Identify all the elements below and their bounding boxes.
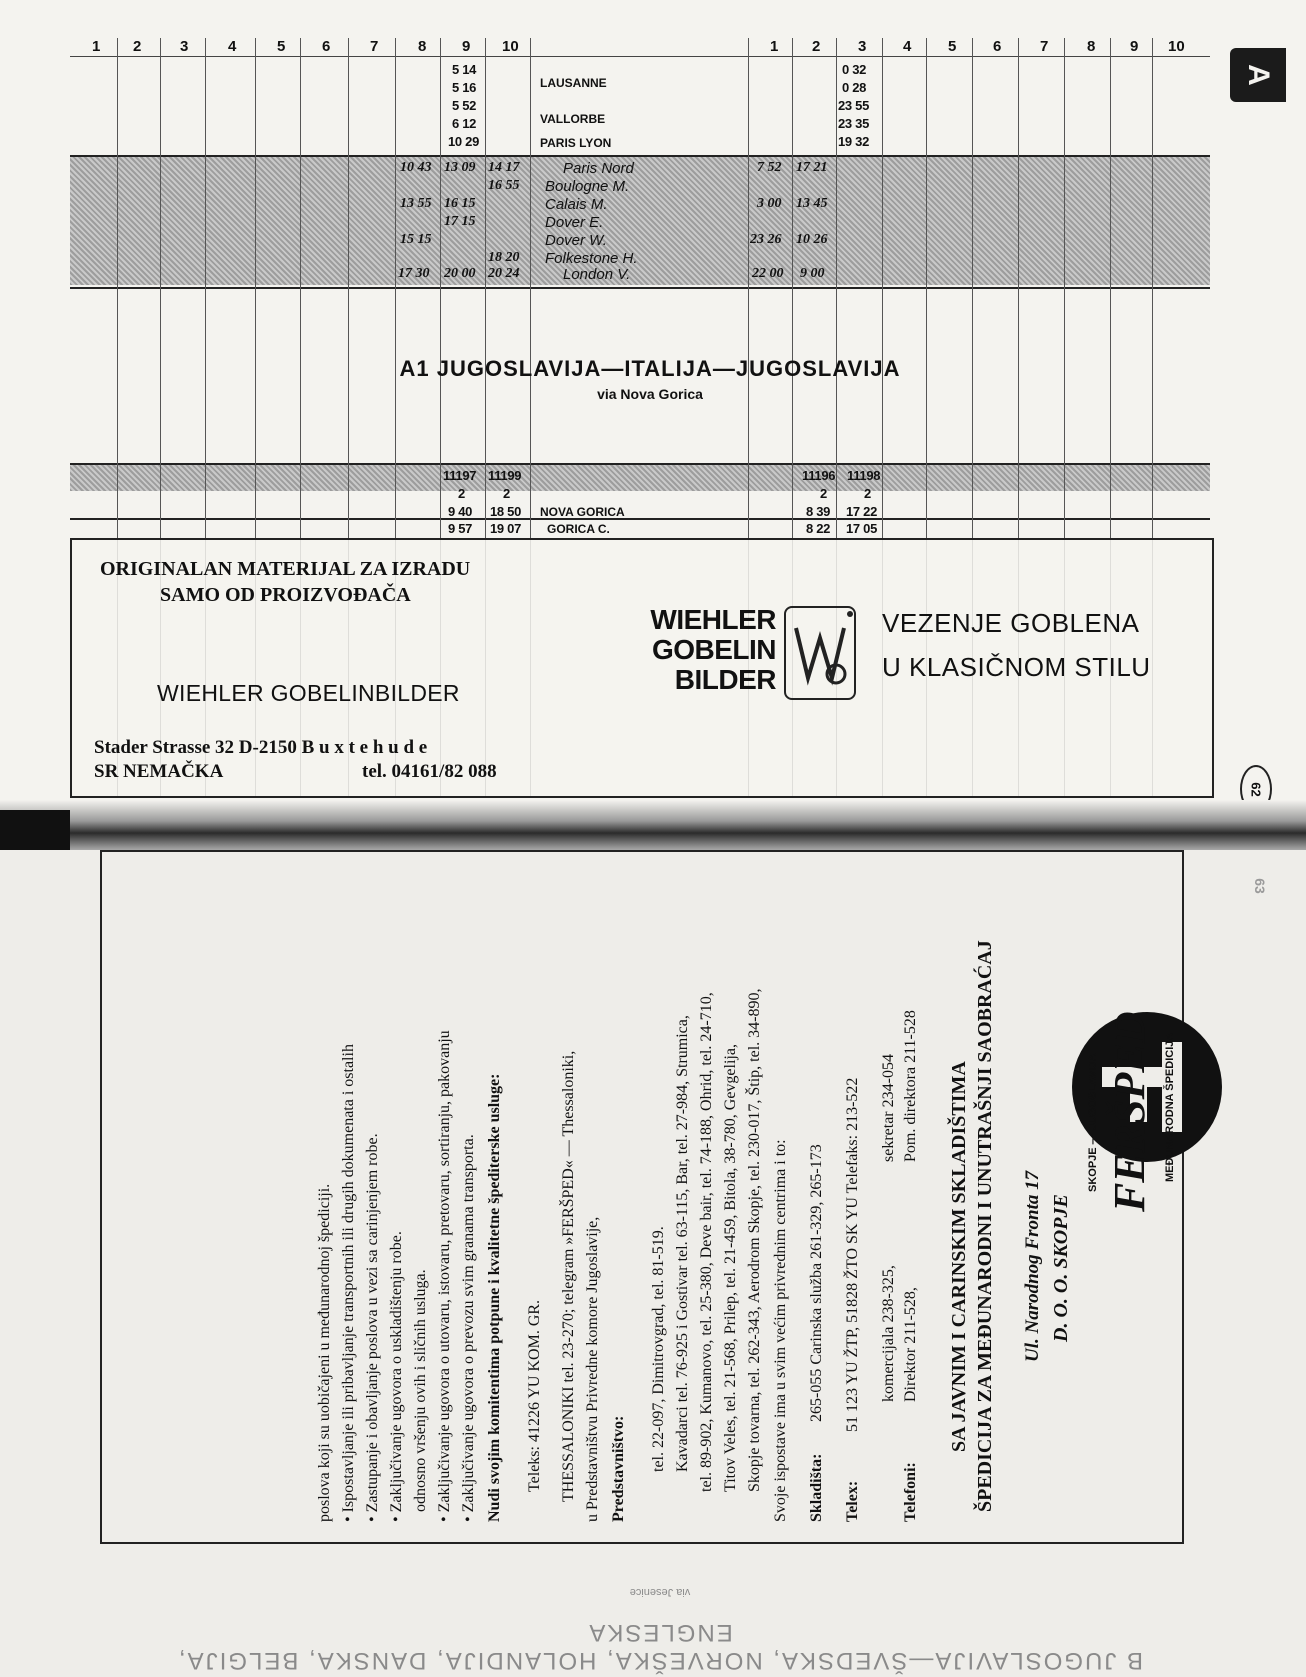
station-name: VALLORBE [540, 112, 606, 126]
ad-headline-1: ORIGINALAN MATERIJAL ZA IZRADU [100, 558, 471, 580]
station-name: Folkestone H. [545, 250, 638, 267]
shaded-band [70, 157, 1210, 285]
ispostave-line: tel. 22-097, Dimitrovgrad, tel. 81-519. [650, 1226, 667, 1472]
ad-headline-2: SAMO OD PROIZVOĐAČA [160, 584, 411, 606]
headline-1: ŠPEDICIJA ZA MEĐUNARODNI I UNUTRAŠNJI SAOBRAĆAJ [974, 940, 996, 1512]
train-number: 11196 [802, 468, 836, 483]
logo-bottom-text: SKOPJE — JUGOSLAVIJA [1087, 1053, 1099, 1192]
col-header: 6 [322, 38, 331, 55]
timetable-page [0, 0, 1306, 810]
predstavnistvo-label: Predstavništvo: [610, 1415, 627, 1522]
time-cell: 7 52 [757, 160, 782, 175]
time-cell: 19 07 [490, 521, 522, 536]
station-name: Dover W. [545, 232, 607, 249]
fersped-advert-frame [100, 850, 1184, 1544]
col-header: 7 [370, 38, 379, 55]
train-class: 2 [503, 486, 510, 501]
predstavnistvo-line: THESSALONIKI tel. 23-270; telegram »FERŠPED« — Thessaloniki, [560, 1050, 577, 1502]
station-name: LAUSANNE [540, 76, 607, 90]
train-number: 11197 [443, 468, 477, 483]
train-class: 2 [458, 486, 465, 501]
train-class: 2 [864, 486, 871, 501]
skladista-value: 265-055 Carinska služba 261-329, 265-173 [808, 1144, 825, 1422]
wp-monogram-icon [784, 606, 856, 700]
wiehler-logo-text [600, 605, 776, 695]
time-cell: 23 35 [838, 116, 870, 131]
ghost-page-number: 63 [1251, 878, 1268, 894]
time-cell: 22 00 [752, 266, 784, 281]
time-cell: 18 20 [488, 250, 520, 265]
usluge-item: odnosno vršenju ovih i sličnih usluga. [412, 1269, 429, 1512]
ad-country: SR NEMAČKA [94, 761, 224, 782]
ad-telephone: tel. 04161/82 088 [362, 761, 497, 782]
col-header: 3 [858, 38, 867, 55]
ispostave-line: tel. 89-902, Kumanovo, tel. 25-380, Deve bair, tel. 74-188, Ohrid, tel. 24-710, [698, 992, 715, 1492]
telefoni-line: Pom. direktora 211-528 [902, 1010, 919, 1162]
time-cell: 9 00 [800, 266, 825, 281]
section-tab-letter: A [1241, 64, 1275, 86]
page-footer-sub-upside-down: via Jesenice [629, 1586, 691, 1598]
ad-right-line-2: U KLASIČNOM STILU [882, 652, 1151, 682]
telefoni-line: Direktor 211-528, [902, 1287, 919, 1402]
usluge-label: Nudi svojim komitentima potpune i kvalitetne špediterske usluge: [486, 1073, 503, 1522]
usluge-item: • Zaključivanje ugovora o utovaru, istovaru, pretovaru, sortiranju, pakovanju [436, 1030, 453, 1522]
time-cell: 8 22 [806, 521, 831, 536]
fersped-advert-page [0, 850, 1306, 1677]
col-header: 4 [228, 38, 237, 55]
page-number: 62 [1248, 781, 1264, 797]
station-name: Dover E. [545, 214, 604, 231]
usluge-item: • Zaključivanje ugovora o uskladištenju robe. [388, 1231, 405, 1522]
time-cell: 8 39 [806, 504, 831, 519]
time-cell: 3 00 [757, 196, 782, 211]
col-header: 2 [133, 38, 142, 55]
ad-right-line-1: VEZENJE GOBLENA [882, 608, 1140, 638]
time-cell: 6 12 [452, 116, 477, 131]
logo-line: BILDER [674, 664, 776, 695]
col-header: 5 [277, 38, 286, 55]
time-cell: 10 29 [448, 134, 480, 149]
station-name: London V. [563, 266, 631, 283]
usluge-item: • Ispostavljanje ili pribavljanje transportnih ili drugih dokumenata i ostalih [340, 1044, 357, 1522]
col-header: 7 [1040, 38, 1049, 55]
col-header: 10 [502, 38, 519, 55]
station-name: Calais M. [545, 196, 608, 213]
station-name: GORICA C. [547, 522, 610, 536]
time-cell: 17 05 [846, 521, 878, 536]
wiehler-advert [70, 538, 1214, 798]
col-header: 4 [903, 38, 912, 55]
company-street: Ul. Narodnog Fronta 17 [1022, 1170, 1043, 1362]
col-header: 5 [948, 38, 957, 55]
time-cell: 23 26 [750, 232, 782, 247]
time-cell: 5 16 [452, 80, 477, 95]
train-number: 11199 [488, 468, 522, 483]
logo-line: WIEHLER [650, 604, 776, 635]
telefoni-line: komercijala 238-325, [880, 1265, 897, 1402]
time-cell: 23 55 [838, 98, 870, 113]
ispostave-line: Skopje tovarna, tel. 262-343, Aerodrom Skopje, tel. 230-017, Štip, tel. 34-890, [746, 988, 763, 1492]
predstavnistvo-line: u Predstavništvu Privredne komore Jugoslavije, [584, 1216, 601, 1522]
time-cell: 16 15 [444, 196, 476, 211]
col-header: 8 [1087, 38, 1096, 55]
ad-address: Stader Strasse 32 D-2150 B u x t e h u d e [94, 737, 428, 758]
time-cell: 17 15 [444, 214, 476, 229]
ispostave-line: Titov Veles, tel. 21-568, Prilep, tel. 21-459, Bitola, 38-780, Gevgelija, [722, 1044, 739, 1492]
col-header: 1 [770, 38, 779, 55]
telefoni-line: sekretar 234-054 [880, 1054, 897, 1162]
section-tab-a [1230, 48, 1286, 102]
col-header: 10 [1168, 38, 1185, 55]
company-name: D. O. O. SKOPJE [1050, 1194, 1072, 1342]
station-name: Boulogne M. [545, 178, 630, 195]
usluge-item: • Zastupanje i obavljanje poslova u vezi sa carinjenjem robe. [364, 1133, 381, 1522]
ispostave-line: Kavadarci tel. 76-925 i Gostivar tel. 63-115, Bar, tel. 27-984, Strumica, [674, 1015, 691, 1472]
logo-name: FERŠPED [1105, 1011, 1154, 1212]
time-cell: 13 45 [796, 196, 828, 211]
time-cell: 0 32 [842, 62, 867, 77]
ispostave-line: Svoje ispostave ima u svim većim privrednim centrima i to: [772, 1139, 789, 1522]
time-cell: 16 55 [488, 178, 520, 193]
shaded-band [70, 465, 1210, 491]
route-title: A1 JUGOSLAVIJA—ITALIJA—JUGOSLAVIJA [399, 356, 901, 381]
section-rule [70, 518, 1210, 520]
section-rule [70, 287, 1210, 289]
time-cell: 17 21 [796, 160, 828, 175]
time-cell: 20 24 [488, 266, 520, 281]
train-class: 2 [820, 486, 827, 501]
time-cell: 5 52 [452, 98, 477, 113]
col-header: 9 [1130, 38, 1139, 55]
col-header: 2 [812, 38, 821, 55]
time-cell: 14 17 [488, 160, 520, 175]
skladista-label: Skladišta: [808, 1453, 825, 1522]
col-header: 8 [418, 38, 427, 55]
page-footer-upside-down: B JUGOSLAVIJA—ŠVEDSKA, NORVEŠKA, HOLANDIJA, DANSKA, BELGIJA, ENGLESKA [176, 1619, 1144, 1674]
route-subtitle: via Nova Gorica [597, 386, 703, 402]
station-name: PARIS LYON [540, 136, 612, 150]
time-cell: 13 09 [444, 160, 476, 175]
station-name: Paris Nord [563, 160, 634, 177]
logo-line: GOBELIN [651, 634, 776, 665]
station-name: NOVA GORICA [540, 505, 625, 519]
time-cell: 15 15 [400, 232, 432, 247]
time-cell: 17 30 [398, 266, 430, 281]
telex-value: 51 123 YU ŽTP, 51828 ŽTO SK YU Telefaks: 213-522 [844, 1077, 861, 1432]
col-header: 1 [92, 38, 101, 55]
time-cell: 18 50 [490, 504, 522, 519]
logo-top-text: MEĐUNARODNA ŠPEDICIJA [1164, 1032, 1176, 1182]
header-rule [70, 56, 1210, 57]
predstavnistvo-line: Teleks: 41226 YU KOM. GR. [526, 1299, 543, 1492]
time-cell: 9 40 [448, 504, 473, 519]
time-cell: 17 22 [846, 504, 878, 519]
col-header: 9 [462, 38, 471, 55]
time-cell: 5 14 [452, 62, 477, 77]
usluge-item: • Zaključivanje ugovora o prevozu svim granama transporta. [460, 1134, 477, 1522]
train-number: 11198 [847, 468, 881, 483]
time-cell: 9 57 [448, 521, 473, 536]
time-cell: 13 55 [400, 196, 432, 211]
telefoni-label: Telefoni: [902, 1462, 919, 1522]
col-header: 3 [180, 38, 189, 55]
col-header: 6 [993, 38, 1002, 55]
time-cell: 19 32 [838, 134, 870, 149]
ad-brand-name: WIEHLER GOBELINBILDER [157, 680, 460, 706]
time-cell: 20 00 [444, 266, 476, 281]
headline-2: SA JAVNIM I CARINSKIM SKLADIŠTIMA [948, 1061, 970, 1452]
usluge-item: poslova koji su uobičajeni u međunarodnoj špediciji. [316, 1183, 333, 1522]
time-cell: 10 26 [796, 232, 828, 247]
time-cell: 10 43 [400, 160, 432, 175]
telex-label: Telex: [844, 1480, 861, 1522]
time-cell: 0 28 [842, 80, 867, 95]
